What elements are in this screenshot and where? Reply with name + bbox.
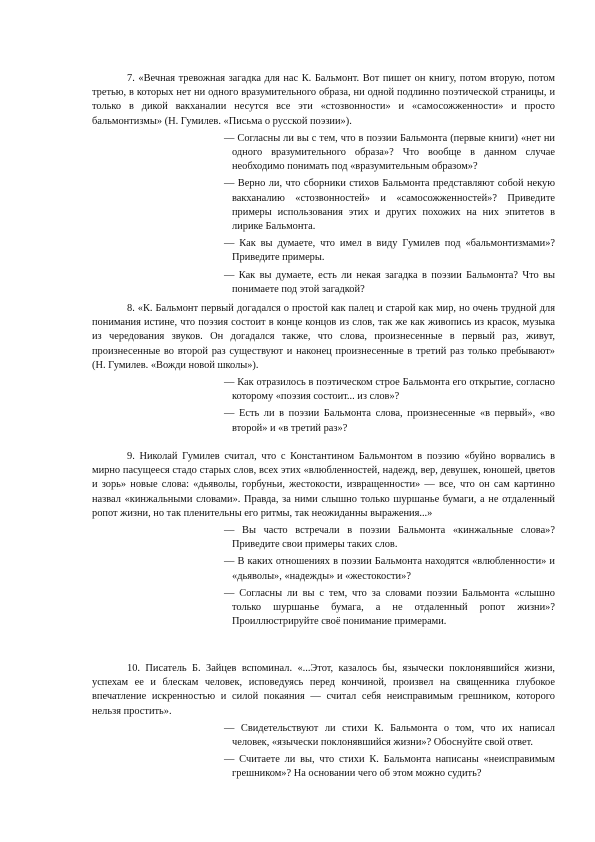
task-8-question-2: — Есть ли в поэзии Бальмонта слова, произнесенные «в первый», «во второй» и «в третий раз»? bbox=[224, 408, 555, 434]
task-7 bbox=[92, 72, 555, 297]
task-7-question-1: — Согласны ли вы с тем, что в поэзии Бальмонта (первые книги) «нет ни одного вразумительного образа»? Что вообще в данном случае необходимо понимать под «вразумительным образом»? bbox=[224, 132, 555, 173]
task-10 bbox=[92, 662, 555, 782]
task-10-text: 10. Писатель Б. Зайцев вспоминал. «...Этот, казалось бы, язычески поклонявшийся жизни, успехам ее и блескам человек, исповедуясь перед кончиной, произвел на священника глубокое впечатление искренностью и силой покаяния — считал себя неисправимым грешником, которого нельзя простить». bbox=[92, 663, 555, 717]
task-7-text: 7. «Вечная тревожная загадка для нас К. Бальмонт. Вот пишет он книгу, потом вторую, потом третью, в которых нет ни одного вразумительного образа, ни одной подлинно поэтической страницы, и только в дикой вакханалии несутся все эти «стозвонности» и «самосожженности» и просто бальмонтизмы» (Н. Гумилев. «Письма о русской поэзии»). bbox=[92, 73, 555, 127]
task-7-question-3: — Как вы думаете, что имел в виду Гумилев под «бальмонтизмами»? Приведите примеры. bbox=[224, 238, 555, 264]
task-8-question-1: — Как отразилось в поэтическом строе Бальмонта его открытие, согласно которому «поэзия состоит... из слов»? bbox=[224, 377, 555, 403]
task-8 bbox=[92, 302, 555, 436]
task-8-text: 8. «К. Бальмонт первый догадался о простой как палец и старой как мир, но очень трудной для понимания истине, что поэзия состоит в конце концов из слов, так же как живопись из красок, музыка из чередования звуков. Он догадался также, что слова, произнесенные в первый раз, живут, произнесенные во второй раз существуют и наконец произнесенные в третий раз только пребывают» (Н. Гумилев. «Вожди новой школы»). bbox=[92, 303, 555, 371]
task-9-text: 9. Николай Гумилев считал, что с Константином Бальмонтом в поэзию «буйно ворвались в мирно пасущееся стадо старых слов, всех этих «влюбленностей, надежд, вер, девушек, юношей, цветов и зорь» новые слова: «дьяволы, горбуньи, жестокости, извращенности» — все, что он сам картинно назвал «кинжальными словами». Правда, за ними слышно только шуршанье бумаги, а не отдаленный ропот жизни, но так пленительны его ритмы, так неожиданны выражения...» bbox=[92, 451, 555, 519]
task-9-question-3: — Согласны ли вы с тем, что за словами поэзии Бальмонта «слышно только шуршанье бумага, а не отдаленный ропот жизни»? Проиллюстрируйте своё понимание примерами. bbox=[224, 587, 555, 628]
task-10-question-2: — Считаете ли вы, что стихи К. Бальмонта написаны «неисправимым грешником»? На основании чего об этом можно судить? bbox=[224, 754, 555, 780]
task-7-question-2: — Верно ли, что сборники стихов Бальмонта представляют собой некую вакханалию «стозвонностей» и «самосожженностей»? Приведите примеры использования этих и других похожих на них эпитетов в лирике Бальмонта. bbox=[224, 178, 555, 233]
task-9-question-1: — Вы часто встречали в поэзии Бальмонта «кинжальные слова»? Приведите свои примеры таких слов. bbox=[224, 525, 555, 551]
task-7-question-4: — Как вы думаете, есть ли некая загадка в поэзии Бальмонта? Что вы понимаете под этой загадкой? bbox=[224, 269, 555, 295]
task-10-question-1: — Свидетельствуют ли стихи К. Бальмонта о том, что их написал человек, «язычески поклонявшийся жизни»? Обоснуйте свой ответ. bbox=[224, 722, 555, 749]
task-9 bbox=[92, 450, 555, 629]
task-9-question-2: — В каких отношениях в поэзии Бальмонта находятся «влюбленности» и «дьяволы», «надежды» и «жестокости»? bbox=[224, 556, 555, 582]
